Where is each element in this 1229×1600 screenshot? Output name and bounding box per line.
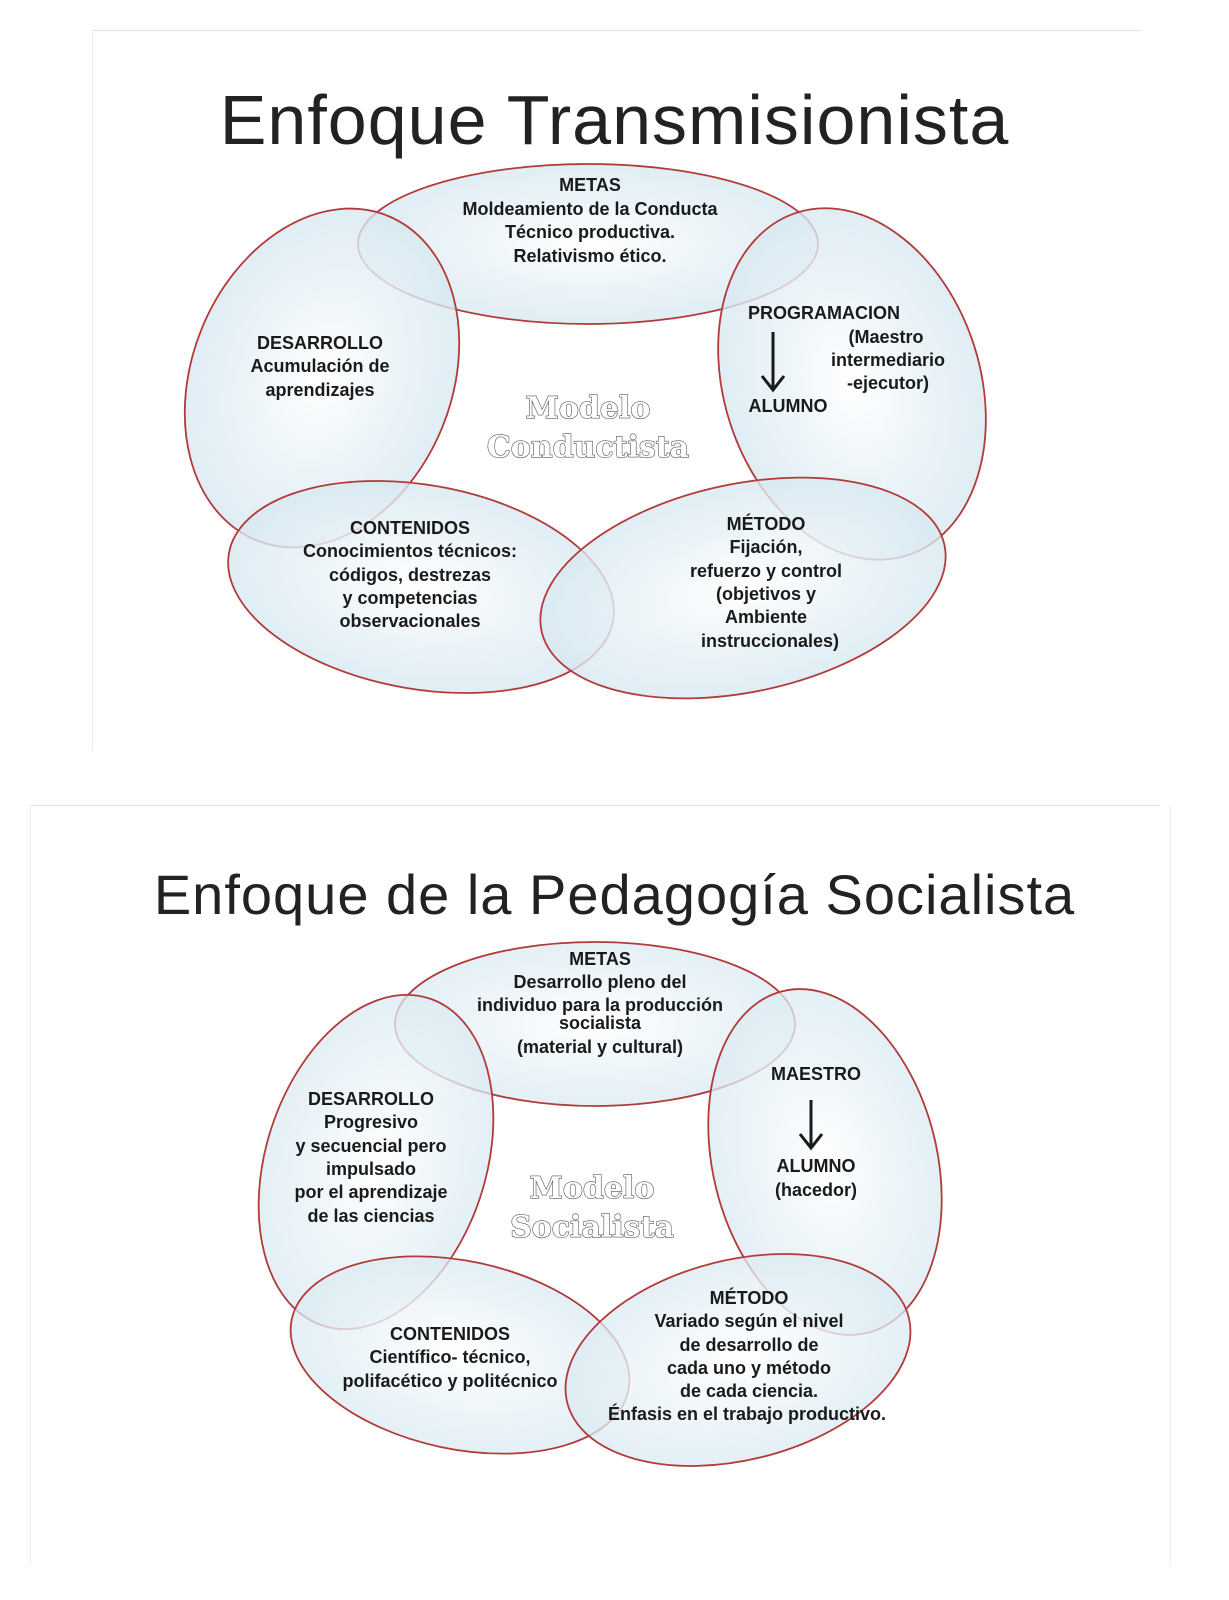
diagram1-contenidos-heading: CONTENIDOS (349, 518, 471, 538)
top-edge-line-2 (30, 805, 1160, 806)
diagram1-desarrollo-line1: Acumulación de (250, 356, 390, 376)
diagram2-metas-line4: (material y cultural) (516, 1037, 684, 1057)
diagram2-metodo-line2: de desarrollo de (679, 1335, 819, 1355)
diagram2-title: Enfoque de la Pedagogía Socialista (153, 863, 1076, 926)
diagram1-contenidos-line1: Conocimientos técnicos: (302, 541, 518, 561)
diagram2-contenidos-heading: CONTENIDOS (389, 1324, 511, 1344)
diagram1-contenidos-line2: códigos, destrezas (328, 565, 492, 585)
diagram1-metodo-line4: Ambiente (724, 607, 808, 627)
diagram2-desarrollo-line4: por el aprendizaje (294, 1182, 448, 1202)
diagram2-desarrollo-line2: y secuencial pero (295, 1136, 447, 1156)
diagram1-metodo-heading: MÉTODO (726, 514, 806, 534)
diagram1-programacion-line2: intermediario (830, 350, 946, 370)
diagram1-programacion-line1: (Maestro (848, 327, 924, 347)
diagram2-desarrollo-line1: Progresivo (323, 1112, 419, 1132)
top-edge-line-1 (92, 30, 1142, 31)
diagram1-programacion-heading: PROGRAMACION (748, 303, 900, 323)
diagram1-metodo-line5: instruccionales) (700, 631, 840, 651)
diagram1-desarrollo-line2: aprendizajes (265, 380, 375, 400)
diagram2-metas-line2: individuo para la producción (476, 995, 724, 1015)
diagram1-metas-line2: Técnico productiva. (504, 222, 676, 242)
diagram2-desarrollo-line5: de las ciencias (307, 1206, 435, 1226)
diagram2-metodo-line1: Variado según el nivel (654, 1311, 844, 1331)
diagram1-programacion-alumno: ALUMNO (748, 396, 828, 416)
diagram2-metodo-line4: de cada ciencia. (679, 1381, 819, 1401)
diagram2-metas-line3: socialista (558, 1013, 642, 1033)
diagram1-center-line2: Conductista (486, 430, 690, 465)
diagram1-venn (0, 160, 1229, 720)
diagram1-desarrollo-heading: DESARROLLO (257, 333, 383, 353)
diagram2-desarrollo-heading: DESARROLLO (308, 1089, 434, 1109)
diagram2-metas-heading: METAS (569, 949, 631, 969)
diagram2-metodo-heading: MÉTODO (709, 1288, 789, 1308)
diagram1-metas-line3: Relativismo ético. (513, 246, 667, 266)
diagram2-maestro-hacedor: (hacedor) (774, 1180, 858, 1200)
diagram2-contenidos-line2: polifacético y politécnico (342, 1371, 558, 1391)
diagram2-metodo-line5: Énfasis en el trabajo productivo. (607, 1404, 887, 1424)
diagram2-contenidos-line1: Científico- técnico, (369, 1347, 531, 1367)
diagram2-metas-line1: Desarrollo pleno del (513, 972, 687, 992)
diagram2-desarrollo-line3: impulsado (325, 1159, 417, 1179)
diagram1-contenidos-line3: y competencias (342, 588, 478, 608)
diagram1-programacion-line3: -ejecutor) (846, 373, 930, 393)
diagram1-center-line1: Modelo (525, 391, 651, 426)
diagram1-metodo-line2: refuerzo y control (689, 561, 843, 581)
diagram2-metodo-line3: cada uno y método (666, 1358, 832, 1378)
diagram2-maestro-heading: MAESTRO (771, 1064, 861, 1084)
diagram1-metodo-line1: Fijación, (729, 537, 803, 557)
diagram2-center-line1: Modelo (529, 1171, 655, 1206)
diagram2-center-line2: Socialista (510, 1210, 674, 1245)
diagram1-metodo-line3: (objetivos y (715, 584, 817, 604)
diagram2-venn (0, 940, 1229, 1500)
diagram1-metas-heading: METAS (559, 175, 621, 195)
diagram1-contenidos-line4: observacionales (339, 611, 481, 631)
diagram1-title: Enfoque Transmisionista (219, 81, 1010, 159)
diagram2-maestro-alumno: ALUMNO (776, 1156, 856, 1176)
diagram1-metas-line1: Moldeamiento de la Conducta (462, 199, 718, 219)
